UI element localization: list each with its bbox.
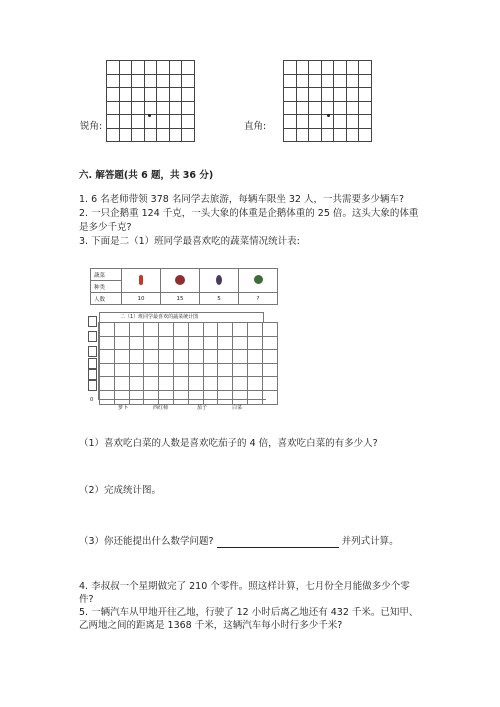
grid-cell xyxy=(132,88,145,102)
grid-cell xyxy=(182,74,195,88)
chart-grid-cell xyxy=(129,377,144,391)
grid-cell xyxy=(107,101,120,115)
grid-cell xyxy=(182,88,195,102)
grid-cell xyxy=(157,74,170,88)
grid-cell xyxy=(157,101,170,115)
section-title: 六. 解答题(共 6 题，共 36 分) xyxy=(79,170,214,181)
grid-cell xyxy=(359,115,372,129)
chart-grid-cell xyxy=(159,390,174,404)
grid-cell xyxy=(296,61,309,75)
grid-cell xyxy=(169,101,182,115)
grid-cell xyxy=(182,61,195,75)
grid-cell xyxy=(119,115,132,129)
grid-cell xyxy=(169,88,182,102)
chart-grid-cell xyxy=(203,377,218,391)
grid-cell xyxy=(157,128,170,142)
chart-grid-cell xyxy=(144,336,159,350)
grid-cell xyxy=(359,74,372,88)
grid-cell xyxy=(107,74,120,88)
x-label-cabbage: 白菜 xyxy=(232,405,243,411)
grid-cell xyxy=(169,115,182,129)
grid-cell xyxy=(107,115,120,129)
chart-grid-cell xyxy=(247,377,262,391)
grid-cell xyxy=(119,61,132,75)
grid-cell xyxy=(296,88,309,102)
chart-grid-cell xyxy=(233,323,248,337)
chart-grid-cell xyxy=(114,363,129,377)
chart-grid-cell xyxy=(100,350,115,364)
tomato-icon xyxy=(161,269,200,293)
grid-cell xyxy=(359,101,372,115)
grid-cell xyxy=(157,88,170,102)
grid-cell xyxy=(284,101,297,115)
chart-grid-cell xyxy=(188,336,203,350)
x-label-carrot: 萝卜 xyxy=(118,405,129,411)
grid-cell xyxy=(132,115,145,129)
y-axis-blank-4[interactable] xyxy=(88,358,97,369)
chart-grid-cell xyxy=(144,350,159,364)
cabbage-icon xyxy=(239,269,278,293)
table-header-count: 人数 xyxy=(91,293,122,305)
chart-grid-cell xyxy=(173,350,188,364)
chart-grid-cell xyxy=(188,377,203,391)
count-cabbage: ? xyxy=(239,293,278,305)
grid-cell xyxy=(309,115,322,129)
grid-cell xyxy=(284,115,297,129)
chart-grid-cell xyxy=(173,336,188,350)
chart-grid-cell xyxy=(203,390,218,404)
grid-cell xyxy=(296,115,309,129)
chart-title: 二（1）班同学最喜欢的蔬菜统计图 xyxy=(99,312,264,323)
chart-grid xyxy=(99,322,278,405)
chart-grid-cell xyxy=(114,390,129,404)
chart-grid-cell xyxy=(173,323,188,337)
grid-cell xyxy=(182,101,195,115)
chart-grid-cell xyxy=(188,350,203,364)
chart-grid-cell xyxy=(233,336,248,350)
grid-cell xyxy=(346,61,359,75)
chart-grid-cell xyxy=(159,350,174,364)
chart-grid-cell xyxy=(262,390,277,404)
grid-cell xyxy=(321,74,334,88)
chart-grid-cell xyxy=(144,377,159,391)
right-angle-label: 直角: xyxy=(244,121,267,132)
grid-cell xyxy=(169,128,182,142)
chart-grid-cell xyxy=(247,363,262,377)
chart-grid-cell xyxy=(173,390,188,404)
chart-grid-cell xyxy=(129,363,144,377)
vegetable-table xyxy=(90,268,278,305)
grid-cell xyxy=(119,128,132,142)
chart-grid-cell xyxy=(114,336,129,350)
chart-grid-cell xyxy=(247,323,262,337)
chart-grid-cell xyxy=(159,323,174,337)
grid-cell xyxy=(284,61,297,75)
chart-grid-cell xyxy=(218,323,233,337)
chart-grid-cell xyxy=(144,363,159,377)
grid-point xyxy=(148,114,151,117)
question-5-line2: 乙两地之间的距离是 1368 千米，这辆汽车每小时行多少千米? xyxy=(79,620,343,631)
question-3-sub3-prefix: （3）你还能提出什么数学问题? xyxy=(79,536,214,547)
question-1: 1. 6 名老师带领 378 名同学去旅游，每辆车限坐 32 人，一共需要多少辆车? xyxy=(79,194,404,205)
grid-cell xyxy=(309,101,322,115)
y-axis-blank-1[interactable] xyxy=(88,316,97,327)
grid-cell xyxy=(157,115,170,129)
grid-cell xyxy=(296,74,309,88)
grid-cell xyxy=(284,128,297,142)
chart-grid-cell xyxy=(262,350,277,364)
chart-grid-cell xyxy=(218,377,233,391)
grid-cell xyxy=(169,74,182,88)
chart-grid-cell xyxy=(100,390,115,404)
grid-cell xyxy=(334,101,347,115)
chart-grid-cell xyxy=(100,363,115,377)
chart-grid-cell xyxy=(188,363,203,377)
chart-grid-cell xyxy=(262,336,277,350)
grid-cell xyxy=(107,128,120,142)
grid-cell xyxy=(132,61,145,75)
chart-grid-cell xyxy=(188,323,203,337)
grid-cell xyxy=(334,115,347,129)
grid-cell xyxy=(144,74,157,88)
grid-cell xyxy=(182,128,195,142)
grid-cell xyxy=(169,61,182,75)
question-2-line1: 2. 一只企鹅重 124 千克，一头大象的体重是企鹅体重的 25 倍。这头大象的体重 xyxy=(79,208,419,219)
grid-cell xyxy=(284,88,297,102)
chart-grid-cell xyxy=(247,350,262,364)
grid-cell xyxy=(334,128,347,142)
count-carrot: 10 xyxy=(122,293,161,305)
answer-blank[interactable] xyxy=(217,537,339,548)
grid-cell xyxy=(321,88,334,102)
chart-grid-cell xyxy=(173,363,188,377)
question-3: 3. 下面是二（1）班同学最喜欢吃的蔬菜情况统计表: xyxy=(79,236,300,247)
grid-cell xyxy=(346,101,359,115)
chart-grid-cell xyxy=(159,363,174,377)
question-5-line1: 5. 一辆汽车从甲地开往乙地，行驶了 12 小时后离乙地还有 432 千米。已知甲、 xyxy=(79,607,419,618)
table-header-type: 种类 xyxy=(91,281,122,293)
grid-cell xyxy=(157,61,170,75)
grid-cell xyxy=(296,128,309,142)
chart-grid-cell xyxy=(100,336,115,350)
grid-cell xyxy=(119,74,132,88)
chart-grid-cell xyxy=(114,350,129,364)
chart-grid-cell xyxy=(247,336,262,350)
grid-cell xyxy=(334,74,347,88)
grid-cell xyxy=(296,101,309,115)
question-4-line2: 件? xyxy=(79,594,94,605)
grid-cell xyxy=(132,128,145,142)
grid-cell xyxy=(107,88,120,102)
grid-cell xyxy=(346,74,359,88)
grid-cell xyxy=(334,88,347,102)
chart-grid-cell xyxy=(262,323,277,337)
chart-grid-cell xyxy=(218,336,233,350)
chart-grid-cell xyxy=(233,363,248,377)
question-4-line1: 4. 李叔叔一个星期做完了 210 个零件。照这样计算，七月份全月能做多少个零 xyxy=(79,581,410,592)
grid-cell xyxy=(346,88,359,102)
grid-cell xyxy=(309,88,322,102)
right-angle-grid xyxy=(283,60,372,142)
grid-cell xyxy=(144,88,157,102)
grid-cell xyxy=(346,115,359,129)
count-tomato: 15 xyxy=(161,293,200,305)
chart-grid-cell xyxy=(262,363,277,377)
grid-cell xyxy=(132,101,145,115)
grid-cell xyxy=(359,128,372,142)
chart-grid-cell xyxy=(218,390,233,404)
grid-cell xyxy=(144,101,157,115)
count-eggplant: 5 xyxy=(200,293,239,305)
chart-grid-cell xyxy=(218,350,233,364)
grid-cell xyxy=(309,74,322,88)
grid-cell xyxy=(119,88,132,102)
carrot-icon xyxy=(122,269,161,293)
chart-grid-cell xyxy=(100,323,115,337)
chart-grid-cell xyxy=(173,377,188,391)
grid-cell xyxy=(359,88,372,102)
y-axis-blank-3[interactable] xyxy=(88,346,97,357)
question-3-sub3-suffix: 并列式计算。 xyxy=(341,536,399,547)
table-header-vegetable: 蔬菜 xyxy=(91,269,122,281)
acute-angle-grid xyxy=(106,60,195,142)
chart-grid-cell xyxy=(203,323,218,337)
grid-cell xyxy=(284,74,297,88)
chart-grid-cell xyxy=(100,377,115,391)
y-axis-blank-5[interactable] xyxy=(88,369,97,380)
chart-grid-cell xyxy=(203,363,218,377)
eggplant-icon xyxy=(200,269,239,293)
chart-grid-cell xyxy=(247,390,262,404)
grid-cell xyxy=(309,128,322,142)
chart-grid-cell xyxy=(233,350,248,364)
chart-grid-cell xyxy=(233,390,248,404)
grid-cell xyxy=(346,128,359,142)
grid-cell xyxy=(107,61,120,75)
grid-cell xyxy=(321,101,334,115)
grid-cell xyxy=(359,61,372,75)
question-3-sub2: （2）完成统计图。 xyxy=(79,485,162,496)
question-3-sub1: （1）喜欢吃白菜的人数是喜欢吃茄子的 4 倍，喜欢吃白菜的有多少人? xyxy=(79,438,378,449)
x-label-eggplant: 茄子 xyxy=(197,405,208,411)
chart-grid-cell xyxy=(203,336,218,350)
grid-cell xyxy=(144,61,157,75)
grid-point xyxy=(327,114,330,117)
chart-grid-cell xyxy=(159,377,174,391)
chart-grid-cell xyxy=(129,350,144,364)
chart-grid-cell xyxy=(129,390,144,404)
question-3-sub3 xyxy=(79,535,399,548)
grid-cell xyxy=(119,101,132,115)
grid-cell xyxy=(132,74,145,88)
chart-grid-cell xyxy=(144,323,159,337)
chart-grid-cell xyxy=(203,350,218,364)
grid-cell xyxy=(334,61,347,75)
chart-grid-cell xyxy=(129,336,144,350)
chart-grid-cell xyxy=(218,363,233,377)
y-axis-blank-6[interactable] xyxy=(88,380,97,391)
chart-grid-cell xyxy=(129,323,144,337)
acute-angle-label: 锐角: xyxy=(80,121,103,132)
grid-cell xyxy=(321,61,334,75)
question-2-line2: 是多少千克? xyxy=(79,222,132,233)
chart-grid-cell xyxy=(159,336,174,350)
chart-grid-cell xyxy=(114,377,129,391)
y-axis-blank-2[interactable] xyxy=(88,331,97,342)
grid-cell xyxy=(182,115,195,129)
grid-cell xyxy=(144,128,157,142)
grid-cell xyxy=(321,128,334,142)
chart-grid-cell xyxy=(188,390,203,404)
chart-grid-cell xyxy=(114,323,129,337)
chart-grid-cell xyxy=(262,377,277,391)
x-label-tomato: 西红柿 xyxy=(153,405,169,411)
chart-grid-cell xyxy=(233,377,248,391)
grid-cell xyxy=(309,61,322,75)
axis-origin: 0 xyxy=(90,397,94,403)
chart-grid-cell xyxy=(144,390,159,404)
